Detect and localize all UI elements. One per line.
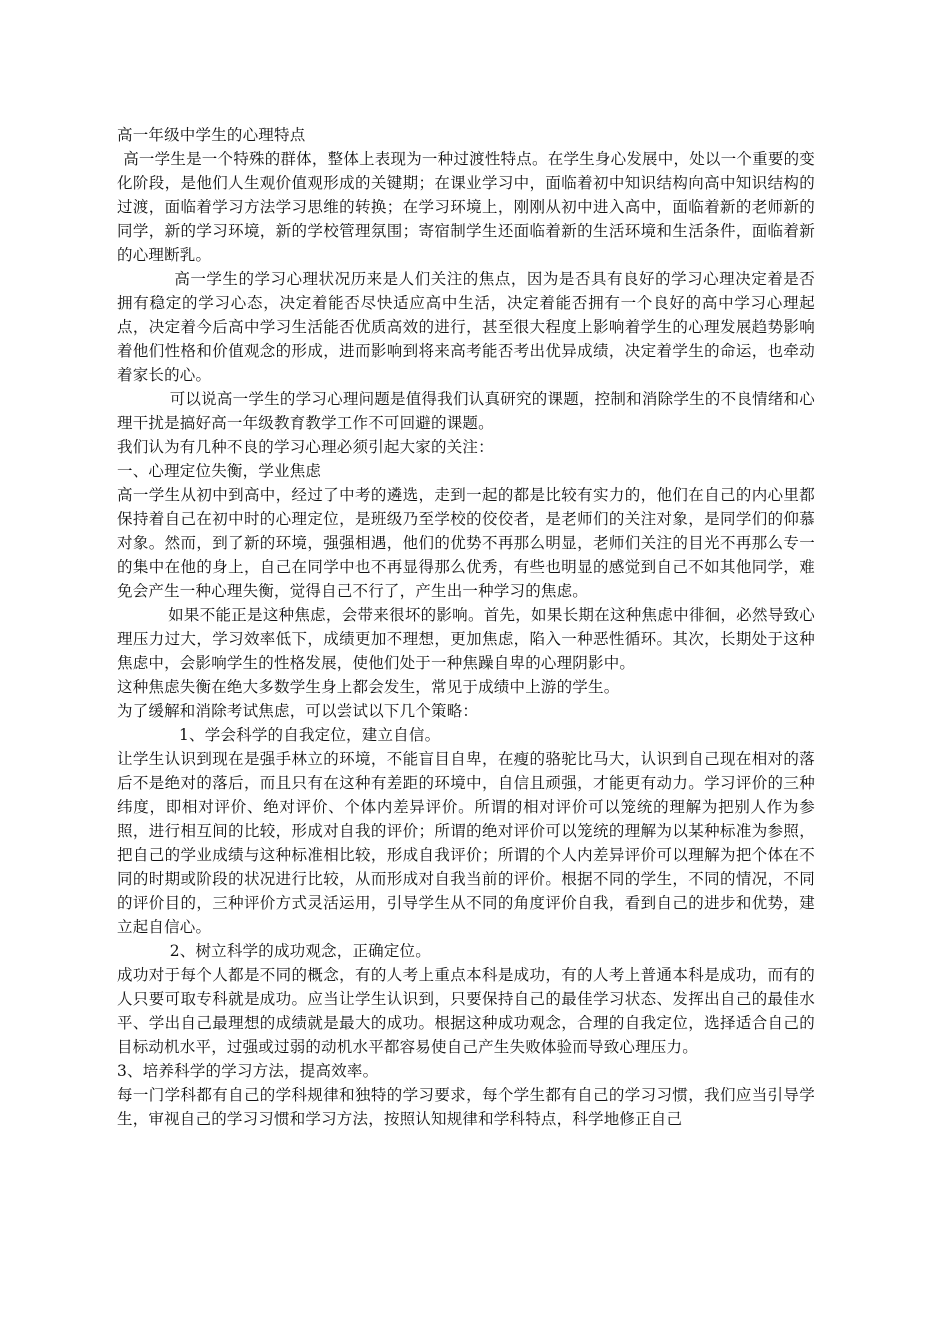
paragraph: 可以说高一学生的学习心理问题是值得我们认真研究的课题，控制和消除学生的不良情绪和心理干扰是搞好高一年级教育教学工作不可回避的课题。 [117, 390, 815, 432]
paragraph: 高一学生的学习心理状况历来是人们关注的焦点，因为是否具有良好的学习心理决定着是否拥有稳定的学习心态，决定着能否尽快适应高中生活，决定着能否拥有一个良好的高中学习心理起点，决定着今后高中学习生活能否优质高效的进行，甚至很大程度上影响着学生的心理发展趋势影响着他们性格和价值观念的形成，进而影响到将来高考能否考出优异成绩，决定着学生的命运，也牵动着家长的心。 [117, 270, 815, 384]
section-heading: 一、心理定位失衡，学业焦虑 [117, 462, 322, 480]
paragraph: 我们认为有几种不良的学习心理必须引起大家的关注： [117, 438, 494, 456]
paragraph: 每一门学科都有自己的学科规律和独特的学习要求，每个学生都有自己的学习习惯，我们应当引导学生，审视自己的学习习惯和学习方法，按照认知规律和学科特点，科学地修正自己 [117, 1086, 815, 1128]
document-title: 高一年级中学生的心理特点 [117, 126, 306, 144]
paragraph: 高一学生是一个特殊的群体，整体上表现为一种过渡性特点。在学生身心发展中，处以一个重要的变化阶段，是他们人生观价值观形成的关键期；在课业学习中，面临着初中知识结构向高中知识结构的过渡，面临着学习方法学习思维的转换；在学习环境上，刚刚从初中进入高中，面临着新的老师新的同学，新的学习环境，新的学校管理氛围；寄宿制学生还面临着新的生活环境和生活条件，面临着新的心理断乳。 [117, 150, 815, 264]
document-body [117, 123, 815, 1131]
subheading: 3、培养科学的学习方法，提高效率。 [117, 1062, 379, 1080]
paragraph: 高一学生从初中到高中，经过了中考的遴选，走到一起的都是比较有实力的，他们在自己的内心里都保持着自己在初中时的心理定位，是班级乃至学校的佼佼者，是老师们的关注对象，是同学们的仰慕对象。然而，到了新的环境，强强相遇，他们的优势不再那么明显，老师们关注的目光不再那么专一的集中在他的身上，自己在同学中也不再显得那么优秀，有些也明显的感觉到自己不如其他同学，难免会产生一种心理失衡，觉得自己不行了，产生出一种学习的焦虑。 [117, 486, 815, 600]
subheading: 2、树立科学的成功观念，正确定位。 [169, 942, 431, 960]
paragraph: 让学生认识到现在是强手林立的环境，不能盲目自卑，在瘦的骆驼比马大，认识到自己现在相对的落后不是绝对的落后，而且只有在这种有差距的环境中，自信且顽强，才能更有动力。学习评价的三种纬度，即相对评价、绝对评价、个体内差异评价。所谓的相对评价可以笼统的理解为把别人作为参照，进行相互间的比较，形成对自我的评价；所谓的绝对评价可以笼统的理解为以某种标准为参照，把自己的学业成绩与这种标准相比较，形成自我评价；所谓的个人内差异评价可以理解为把个体在不同的时期或阶段的状况进行比较，从而形成对自我当前的评价。根据不同的学生，不同的情况，不同的评价目的，三种评价方式灵活运用，引导学生从不同的角度评价自我，看到自己的进步和优势，建立起自信心。 [117, 750, 815, 936]
paragraph: 成功对于每个人都是不同的概念，有的人考上重点本科是成功，有的人考上普通本科是成功，而有的人只要可取专科就是成功。应当让学生认识到，只要保持自己的最佳学习状态、发挥出自己的最佳水平、学出自己最理想的成绩就是最大的成功。根据这种成功观念，合理的自我定位，选择适合自己的目标动机水平，过强或过弱的动机水平都容易使自己产生失败体验而导致心理压力。 [117, 966, 815, 1056]
paragraph: 为了缓解和消除考试焦虑，可以尝试以下几个策略： [117, 702, 479, 720]
subheading: 1、学会科学的自我定位，建立自信。 [179, 726, 441, 744]
paragraph: 如果不能正是这种焦虑，会带来很坏的影响。首先，如果长期在这种焦虑中徘徊，必然导致心理压力过大，学习效率低下，成绩更加不理想，更加焦虑，陷入一种恶性循环。其次，长期处于这种焦虑中，会影响学生的性格发展，使他们处于一种焦躁自卑的心理阴影中。 [117, 606, 815, 672]
paragraph: 这种焦虑失衡在绝大多数学生身上都会发生，常见于成绩中上游的学生。 [117, 678, 620, 696]
